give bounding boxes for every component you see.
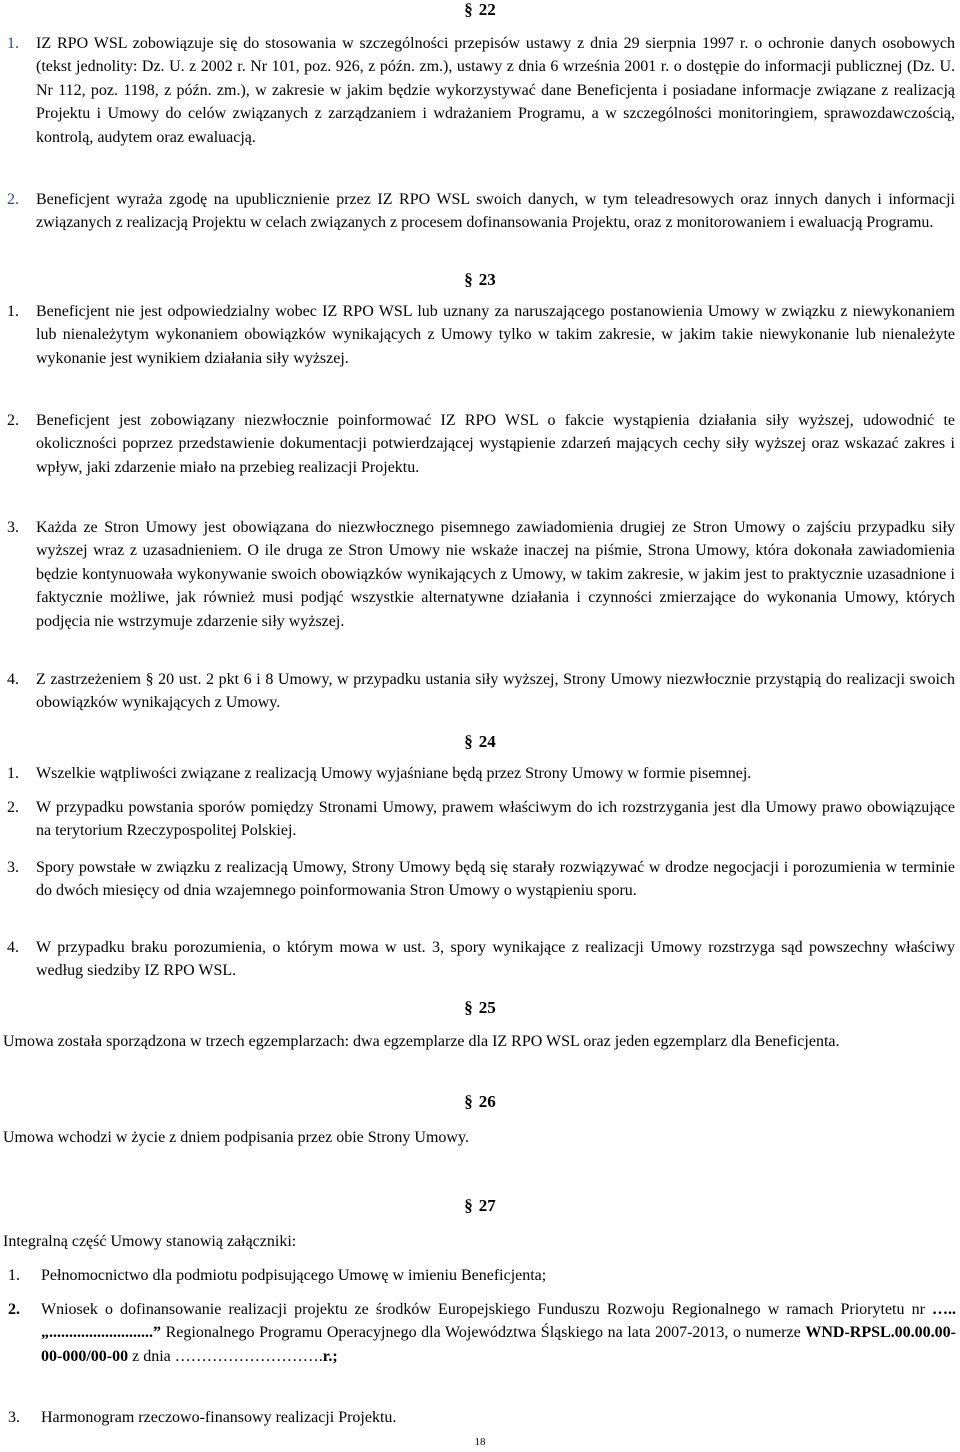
section-number: 25	[478, 998, 496, 1017]
clause-number: 2.	[7, 412, 19, 429]
attachment-1	[8, 1264, 956, 1287]
clause-23-2	[7, 409, 955, 479]
clause-text: Beneficjent wyraża zgodę na upublicznienie przez IZ RPO WSL swoich danych, w tym teleadresowych oraz innych danych i informacji związanych z realizacją Projektu w celach związanych z procesem dofinansowania Projektu, oraz z monitorowaniem i ewaluacją Programu.	[36, 191, 955, 232]
attachment-text-mid: Regionalnego Programu Operacyjnego dla Województwa Śląskiego na lata 2007-2013, o numerze	[165, 1324, 801, 1342]
clause-23-3	[7, 516, 955, 633]
clause-text: Beneficjent nie jest odpowiedzialny wobec IZ RPO WSL lub uznany za naruszającego postanowienia Umowy w związku z niewykonaniem lub nienależytym wykonaniem obowiązków wynikających z Umowy tylko w takim zakresie, w jakim takie niewykonanie lub nienależyte wykonanie jest wynikiem działania siły wyższej.	[36, 303, 955, 367]
paragraph-25: Umowa została sporządzona w trzech egzemplarzach: dwa egzemplarze dla IZ RPO WSL oraz jeden egzemplarz dla Beneficjenta.	[3, 1033, 840, 1050]
paragraph-26: Umowa wchodzi w życie z dniem podpisania przez obie Strony Umowy.	[3, 1129, 469, 1146]
clause-text: Z zastrzeżeniem § 20 ust. 2 pkt 6 i 8 Umowy, w przypadku ustania siły wyższej, Strony Umowy niezwłocznie przystąpią do realizacji swoich obowiązków wynikających z Umowy.	[36, 671, 955, 712]
attachment-number: 2.	[8, 1301, 20, 1318]
application-number: WND-RPSL.00.00.00-00-000/00-00	[41, 1324, 957, 1365]
section-number: 24	[478, 732, 496, 751]
section-sign: §	[464, 732, 473, 751]
clause-text: Każda ze Stron Umowy jest obowiązana do niezwłocznego pisemnego zawiadomienia drugiej ze Stron Umowy o zajściu przypadku siły wyższej wraz z uzasadnieniem. O ile druga ze Stron Umowy nie wskaże inaczej na piśmie, Strona Umowy, która dokonała zawiadomienia będzie kontynuowała wykonywanie swoich obowiązków wynikających z Umowy, w takim zakresie, w jakim jest to praktycznie uzasadnione i faktycznie możliwe, jak również musi podjąć wszystkie alternatywne działania i czynności zmierzające do wykonania Umowy, których podjęcia nie wstrzymuje zdarzenie siły wyższej.	[36, 519, 955, 630]
clause-22-2	[7, 188, 955, 235]
attachment-text: Harmonogram rzeczowo-finansowy realizacji Projektu.	[41, 1409, 397, 1426]
section-number: 22	[478, 0, 496, 19]
clause-23-1	[7, 300, 955, 370]
section-heading-22	[0, 0, 960, 20]
clause-number: 3.	[7, 519, 19, 536]
section-heading-25	[0, 998, 960, 1018]
attachment-3	[8, 1406, 956, 1429]
clause-23-4	[7, 668, 955, 715]
section-heading-24	[0, 732, 960, 752]
section-heading-27	[0, 1196, 960, 1216]
section-heading-23	[0, 270, 960, 290]
attachment-text-post: z dnia ……………………….	[132, 1347, 323, 1365]
clause-text: Spory powstałe w związku z realizacją Umowy, Strony Umowy będą się starały rozwiązywać w drodze negocjacji i porozumienia w terminie do dwóch miesięcy od dnia wzajemnego poinformowania Stron Umowy o wystąpieniu sporu.	[36, 859, 955, 900]
clause-24-4	[7, 936, 955, 983]
clause-number: 4.	[7, 671, 19, 688]
attachment-text-pre: Wniosek o dofinansowanie realizacji projektu ze środków Europejskiego Funduszu Rozwoju Regionalnego w ramach Priorytetu nr	[41, 1301, 925, 1318]
attachment-text: Pełnomocnictwo dla podmiotu podpisującego Umowę w imieniu Beneficjenta;	[41, 1267, 547, 1284]
section-number: 27	[478, 1196, 496, 1215]
clause-text: Beneficjent jest zobowiązany niezwłocznie poinformować IZ RPO WSL o fakcie wystąpienia działania siły wyższej, udowodnić te okoliczności poprzez przedstawienie dokumentacji potwierdzającej wystąpienie zdarzeń mających cechy siły wyższej oraz wskazać zakres i wpływ, jaki zdarzenie miało na przebieg realizacji Projektu.	[36, 412, 955, 476]
clause-number: 3.	[7, 859, 19, 876]
attachment-number: 3.	[8, 1409, 20, 1426]
clause-text: W przypadku braku porozumienia, o którym mowa w ust. 3, spory wynikające z realizacji Umowy rozstrzyga sąd powszechny właściwy według siedziby IZ RPO WSL.	[36, 939, 955, 980]
clause-24-3	[7, 856, 955, 903]
year-suffix: r.;	[322, 1347, 338, 1365]
clause-text: IZ RPO WSL zobowiązuje się do stosowania w szczególności przepisów ustawy z dnia 29 sierpnia 1997 r. o ochronie danych osobowych (tekst jednolity: Dz. U. z 2002 r. Nr 101, poz. 926, z późn. zm.), ustawy z dnia 6 września 2001 r. o dostępie do informacji publicznej (Dz. U. Nr 112, poz. 1198, z późn. zm.), w zakresie w jakim będzie wykorzystywać dane Beneficjenta i posiadane informacje związane z realizacją Projektu i Umowy do celów związanych z zarządzaniem i wdrażaniem Programu, a w szczególności monitoringiem, sprawozdawczością, kontrolą, audytem oraz ewaluacją.	[36, 35, 955, 146]
attachment-2	[8, 1298, 957, 1368]
attachments-intro: Integralną część Umowy stanowią załączniki:	[3, 1233, 297, 1250]
attachment-number: 1.	[8, 1267, 20, 1284]
clause-number: 4.	[7, 939, 19, 956]
clause-number: 2.	[7, 799, 19, 816]
priority-placeholder: ….. „..........................”	[41, 1301, 957, 1342]
section-number: 26	[478, 1092, 496, 1111]
page-number: 18	[474, 1436, 486, 1448]
section-heading-26	[0, 1092, 960, 1112]
clause-text: W przypadku powstania sporów pomiędzy Stronami Umowy, prawem właściwym do ich rozstrzygania jest dla Umowy prawo obowiązujące na terytorium Rzeczypospolitej Polskiej.	[36, 799, 955, 840]
clause-24-2	[7, 796, 955, 843]
clause-number: 1.	[7, 303, 19, 320]
clause-24-1	[7, 762, 955, 785]
section-sign: §	[464, 1196, 473, 1215]
clause-number: 1.	[7, 35, 19, 52]
section-sign: §	[464, 998, 473, 1017]
clause-text: Wszelkie wątpliwości związane z realizacją Umowy wyjaśniane będą przez Strony Umowy w formie pisemnej.	[36, 765, 752, 782]
section-sign: §	[464, 270, 473, 289]
section-number: 23	[478, 270, 496, 289]
clause-22-1	[7, 32, 955, 149]
section-sign: §	[464, 0, 473, 19]
section-sign: §	[464, 1092, 473, 1111]
clause-number: 1.	[7, 765, 19, 782]
clause-number: 2.	[7, 191, 19, 208]
